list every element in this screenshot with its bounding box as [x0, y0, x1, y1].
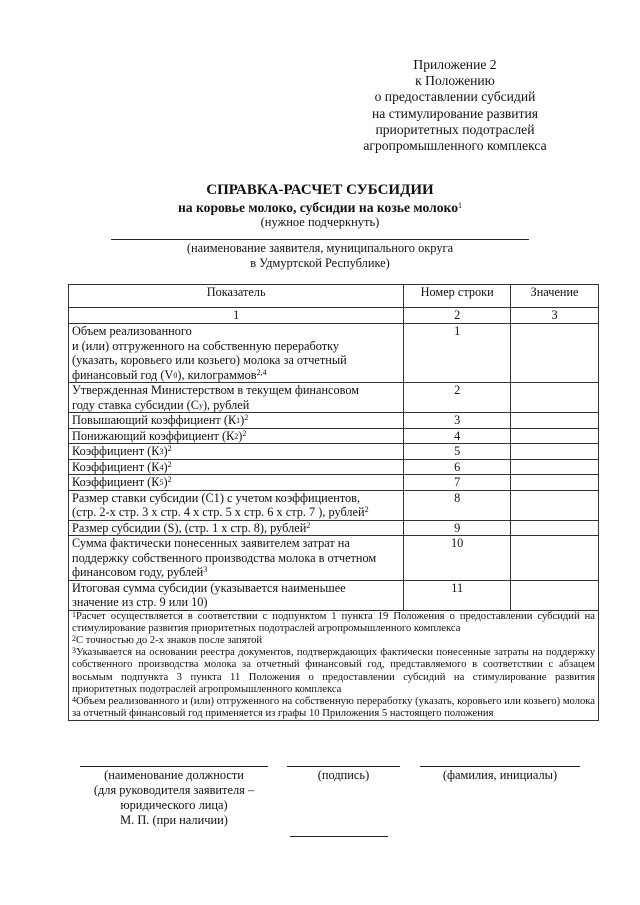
indicator-line [72, 521, 400, 536]
indicator-line [72, 398, 400, 413]
value-cell[interactable] [511, 580, 599, 610]
footnote-ref: 2 [167, 459, 172, 469]
indicator-line [72, 368, 400, 383]
indicator-text: Понижающий коэффициент (К [72, 428, 235, 443]
footnote-text: Расчет осуществляется в соответствии с подпунктом 1 пункта 19 Положения о предоставлении субсидий на стимулирование развития приоритетных подотраслей агропромышленного комплекса [72, 610, 595, 634]
indicator-line: (указать, коровьего или козьего) молока за отчетный [72, 353, 347, 367]
indicator-cell [69, 459, 404, 475]
table-header-row [69, 285, 599, 308]
indicator-text: (стр. 2-х стр. 3 х стр. 4 х стр. 5 х стр. 6 х стр. 7 ), рублей [72, 505, 365, 519]
footnote-ref: 2,4 [256, 367, 267, 377]
indicator-line: Размер ставки субсидии (С1) с учетом коэффициентов, [72, 490, 361, 505]
signature-caption: (подпись) [317, 768, 370, 782]
applicant-caption-line: (наименование заявителя, муниципального округа [186, 241, 454, 255]
appendix-line: к Положению [415, 73, 495, 89]
indicator-text: Коэффициент (К [72, 444, 160, 458]
footnote-ref: 2 [167, 444, 172, 453]
footnote-ref: 2 [244, 413, 249, 422]
footnote-ref: 2 [364, 505, 369, 514]
indicator-cell [69, 383, 404, 413]
indicator-cell [69, 475, 404, 491]
indicator-text: ) [163, 459, 168, 474]
value-cell[interactable] [511, 459, 599, 475]
footnote-text: Указывается на основании реестра документов, подтверждающих фактически понесенные затраты на поддержку собственного производства молока за отчетный финансовый год, представляемого в соответствии с абзацем восьмым подпункта 3 пункта 11 Положения о предоставлении субсидий на стимулирование развития приоритетных подотраслей агропромышленного комплекса [72, 647, 595, 695]
name-caption: (фамилия, инициалы) [442, 768, 558, 782]
column-number: 3 [511, 308, 599, 324]
appendix-line: о предоставлении субсидий [374, 89, 536, 105]
subscript: у [198, 400, 203, 410]
value-cell[interactable] [511, 428, 599, 444]
footnote-ref: 2 [167, 475, 172, 484]
table-row [69, 536, 599, 581]
table-row [69, 490, 599, 520]
indicator-text: ), килограммов [177, 367, 257, 382]
indicator-line: Итоговая сумма субсидии (указывается наименьшее [72, 580, 346, 595]
table-row [69, 475, 599, 491]
row-number-cell: 8 [404, 490, 511, 520]
signature-fill-line [287, 766, 400, 767]
indicator-line: Сумма фактически понесенных заявителем затрат на [72, 536, 350, 550]
footnote-mark: 3 [72, 646, 76, 656]
indicator-cell [69, 428, 404, 444]
footnotes-cell [69, 610, 599, 721]
value-cell[interactable] [511, 475, 599, 491]
subtitle-text: на коровье молоко, субсидии на козье молоко [177, 200, 459, 215]
indicator-line: Утвержденная Министерством в текущем финансовом [72, 383, 360, 397]
indicator-cell [69, 580, 404, 610]
row-number-cell: 6 [404, 459, 511, 475]
indicator-line [72, 475, 400, 490]
position-caption-line: (наименование должности [104, 768, 244, 782]
appendix-line: приоритетных подотраслей [375, 121, 535, 137]
applicant-fill-line [111, 239, 529, 240]
footnote-ref: 2 [306, 520, 311, 530]
value-cell[interactable] [511, 490, 599, 520]
indicator-line [72, 429, 400, 444]
footnote [72, 647, 595, 696]
footnote [72, 611, 595, 635]
indicator-text: финансовом году, рублей [72, 565, 204, 579]
appendix-header [330, 57, 580, 154]
indicator-line [72, 565, 400, 580]
table-row [69, 444, 599, 460]
footnote-mark: 4 [72, 694, 76, 704]
footnotes-row [69, 610, 599, 721]
row-number-cell: 10 [404, 536, 511, 581]
value-cell[interactable] [511, 536, 599, 581]
row-number-cell: 4 [404, 428, 511, 444]
indicator-line: и (или) отгруженного на собственную переработку [72, 338, 340, 353]
table-body [69, 324, 599, 611]
indicator-text: Коэффициент (К [72, 459, 160, 474]
footnote-text: С точностью до 2-х знаков после запятой [76, 634, 263, 646]
indicator-cell [69, 536, 404, 581]
indicator-cell [69, 444, 404, 460]
indicator-cell [69, 520, 404, 536]
indicator-text: финансовый год (V [72, 367, 174, 382]
table-row [69, 428, 599, 444]
value-cell[interactable] [511, 324, 599, 383]
indicator-line: Объем реализованного [72, 324, 192, 338]
subscript: 0 [173, 370, 178, 380]
indicator-cell [69, 324, 404, 383]
indicator-text: ) [240, 413, 245, 427]
position-fill-line [80, 766, 268, 767]
indicator-line [72, 444, 400, 459]
indicator-line: поддержку собственного производства молока в отчетном [72, 550, 377, 565]
indicator-text: ) [163, 444, 168, 458]
subscript: 3 [159, 447, 164, 456]
indicator-cell [69, 413, 404, 429]
indicator-text: значение из стр. 9 или 10) [72, 595, 208, 609]
column-header: Значение [511, 285, 599, 308]
value-cell[interactable] [511, 383, 599, 413]
footnote [72, 696, 595, 720]
row-number-cell: 2 [404, 383, 511, 413]
appendix-line: агропромышленного комплекса [363, 138, 547, 154]
indicator-text: году ставка субсидии (С [72, 397, 199, 412]
column-header: Номер строки [404, 285, 511, 308]
indicator-text: ) [163, 475, 168, 489]
subscript: 5 [159, 478, 164, 487]
footnote [72, 635, 595, 647]
position-caption-line: юридического лица) [120, 798, 228, 812]
underline-note: (нужное подчеркнуть) [260, 215, 380, 229]
indicator-cell [69, 490, 404, 520]
indicator-line [72, 413, 400, 428]
footnote-ref: 3 [203, 565, 208, 574]
position-caption-line: (для руководителя заявителя – [93, 783, 255, 797]
value-cell[interactable] [511, 444, 599, 460]
table-row [69, 520, 599, 536]
indicator-text: ) [238, 428, 243, 443]
position-caption-line: М. П. (при наличии) [120, 813, 228, 827]
row-number-cell: 3 [404, 413, 511, 429]
applicant-caption [0, 241, 640, 271]
subscript: 4 [159, 462, 164, 472]
row-number-cell: 9 [404, 520, 511, 536]
indicator-text: Коэффициент (К [72, 475, 160, 489]
document-subtitle [0, 200, 640, 216]
document-title: СПРАВКА-РАСЧЕТ СУБСИДИИ [206, 182, 434, 198]
indicator-line [72, 460, 400, 475]
table-row [69, 413, 599, 429]
applicant-caption-line: в Удмуртской Республике) [250, 256, 390, 270]
row-number-cell: 11 [404, 580, 511, 610]
subtitle-footnote-mark: 1 [458, 201, 463, 210]
column-number-row [69, 308, 599, 324]
value-cell[interactable] [511, 413, 599, 429]
row-number-cell: 5 [404, 444, 511, 460]
calculation-table [68, 284, 599, 721]
subscript: 1 [236, 416, 241, 425]
table-row [69, 459, 599, 475]
position-caption [66, 768, 282, 828]
value-cell[interactable] [511, 520, 599, 536]
table-row [69, 324, 599, 383]
indicator-text: Размер субсидии (S), (стр. 1 х стр. 8), рублей [72, 520, 307, 535]
footnote-mark: 2 [72, 633, 76, 643]
row-number-cell: 7 [404, 475, 511, 491]
column-header: Показатель [69, 285, 404, 308]
table-row [69, 383, 599, 413]
footnote-ref: 2 [242, 428, 247, 438]
bottom-fill-line [290, 836, 388, 837]
column-number: 1 [69, 308, 404, 324]
footnote-text: Объем реализованного и (или) отгруженного на собственную переработку (указать, коровьего или козьего) молока за отчетный финансовый год применяется из графы 10 Приложения 5 настоящего положения [72, 695, 595, 720]
table-row [69, 580, 599, 610]
footnote-mark: 1 [72, 609, 76, 619]
appendix-line: Приложение 2 [413, 57, 497, 72]
name-fill-line [420, 766, 580, 767]
row-number-cell: 1 [404, 324, 511, 383]
indicator-line [72, 505, 400, 520]
indicator-text: ), рублей [202, 397, 250, 412]
subscript: 2 [234, 431, 239, 441]
appendix-line: на стимулирование развития [371, 105, 539, 121]
indicator-line [72, 595, 400, 610]
indicator-text: Повышающий коэффициент (К [72, 413, 237, 427]
column-number: 2 [404, 308, 511, 324]
